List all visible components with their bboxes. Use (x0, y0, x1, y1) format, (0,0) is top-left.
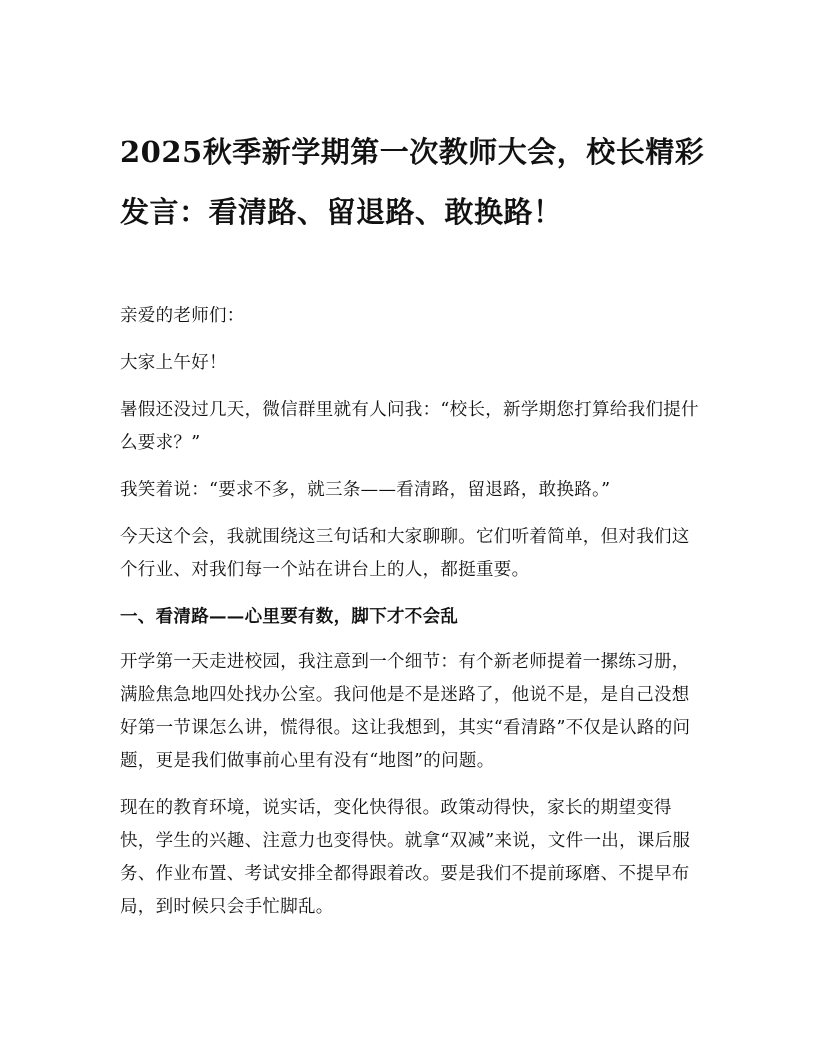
section-heading: 一、看清路——心里要有数，脚下才不会乱 (120, 607, 459, 627)
body-paragraph: 暑假还没过几天，微信群里就有人问我：“校长，新学期您打算给我们提什么要求？” (120, 400, 699, 453)
document-body (120, 300, 700, 938)
salutation-line: 大家上午好！ (120, 353, 227, 373)
section-paragraph: 现在的教育环境，说实话，变化快得很。政策动得快，家长的期望变得快，学生的兴趣、注意力也变得快。就拿“双减”来说，文件一出，课后服务、作业布置、考试安排全都得跟着改。要是我们不提前琢磨、不提早布局，到时候只会手忙脚乱。 (120, 798, 691, 917)
section-paragraph: 开学第一天走进校园，我注意到一个细节：有个新老师提着一摞练习册，满脸焦急地四处找办公室。我问他是不是迷路了，他说不是，是自己没想好第一节课怎么讲，慌得很。这让我想到，其实“看清路”不仅是认路的问题，更是我们做事前心里有没有“地图”的问题。 (120, 652, 691, 771)
body-paragraph: 今天这个会，我就围绕这三句话和大家聊聊。它们听着简单，但对我们这个行业、对我们每一个站在讲台上的人，都挺重要。 (120, 527, 690, 580)
greeting-line: 亲爱的老师们： (120, 306, 245, 326)
body-paragraph: 我笑着说：“要求不多，就三条——看清路，留退路，敢换路。” (120, 480, 611, 500)
document-title: 2025秋季新学期第一次教师大会，校长精彩发言：看清路、留退路、敢换路！ (120, 135, 705, 229)
